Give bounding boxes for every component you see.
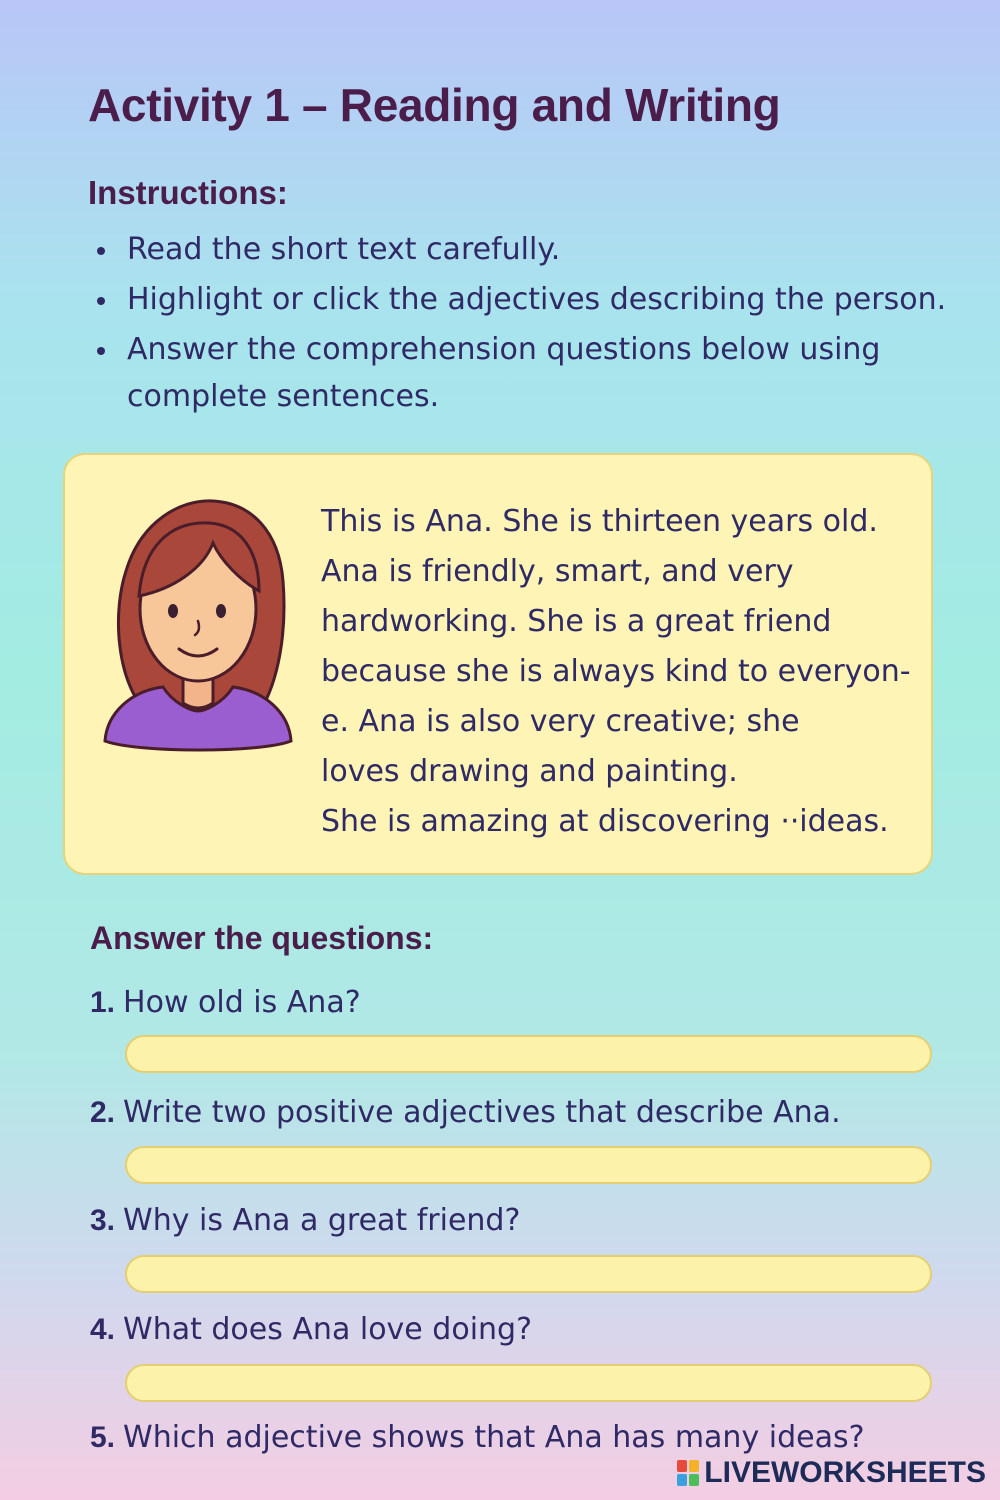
question-number: 2. <box>90 1096 116 1129</box>
story-line: because she is always kind to everyon- <box>321 654 911 689</box>
brand-name: LIVEWORKSHEETS <box>704 1456 986 1489</box>
answer-field-1[interactable] <box>125 1035 932 1073</box>
question-number: 3. <box>90 1204 116 1237</box>
question-number: 1. <box>90 986 116 1019</box>
liveworksheets-logo-icon <box>676 1459 700 1487</box>
question-text: What does Ana love doing? <box>123 1312 533 1347</box>
question-text: How old is Ana? <box>123 985 361 1020</box>
story-line: She is amazing at discovering ⋅⋅ideas. <box>321 804 889 839</box>
ana-avatar-illustration <box>101 491 296 761</box>
question-5 <box>90 1420 865 1455</box>
instruction-item: Read the short text carefully. <box>94 226 964 273</box>
answer-field-3[interactable] <box>125 1255 932 1293</box>
question-number: 4. <box>90 1313 116 1346</box>
answer-field-2[interactable] <box>125 1146 932 1184</box>
story-line: loves drawing and painting. <box>321 754 738 789</box>
instructions-list <box>94 226 964 423</box>
question-3 <box>90 1203 520 1238</box>
question-text: Write two positive adjectives that describe Ana. <box>123 1095 841 1130</box>
instruction-item: Answer the comprehension questions below using complete sentences. <box>94 326 964 420</box>
reading-card <box>63 453 933 875</box>
liveworksheets-brand <box>676 1456 986 1490</box>
story-line: hardworking. She is a great friend <box>321 604 832 639</box>
question-text: Which adjective shows that Ana has many ideas? <box>123 1420 865 1455</box>
question-4 <box>90 1312 532 1347</box>
instruction-item: Highlight or click the adjectives describing the person. <box>94 276 964 323</box>
question-1 <box>90 985 361 1020</box>
question-number: 5. <box>90 1421 116 1454</box>
story-line: Ana is friendly, smart, and very <box>321 554 794 589</box>
questions-heading: Answer the questions: <box>90 920 434 956</box>
question-text: Why is Ana a great friend? <box>123 1203 521 1238</box>
page-title: Activity 1 – Reading and Writing <box>88 79 781 131</box>
story-line: This is Ana. She is thirteen years old. <box>321 504 878 539</box>
story-line: e. Ana is also very creative; she <box>321 704 800 739</box>
instructions-heading: Instructions: <box>88 174 288 211</box>
story-text <box>321 497 921 847</box>
question-2 <box>90 1095 841 1130</box>
answer-field-4[interactable] <box>125 1364 932 1402</box>
